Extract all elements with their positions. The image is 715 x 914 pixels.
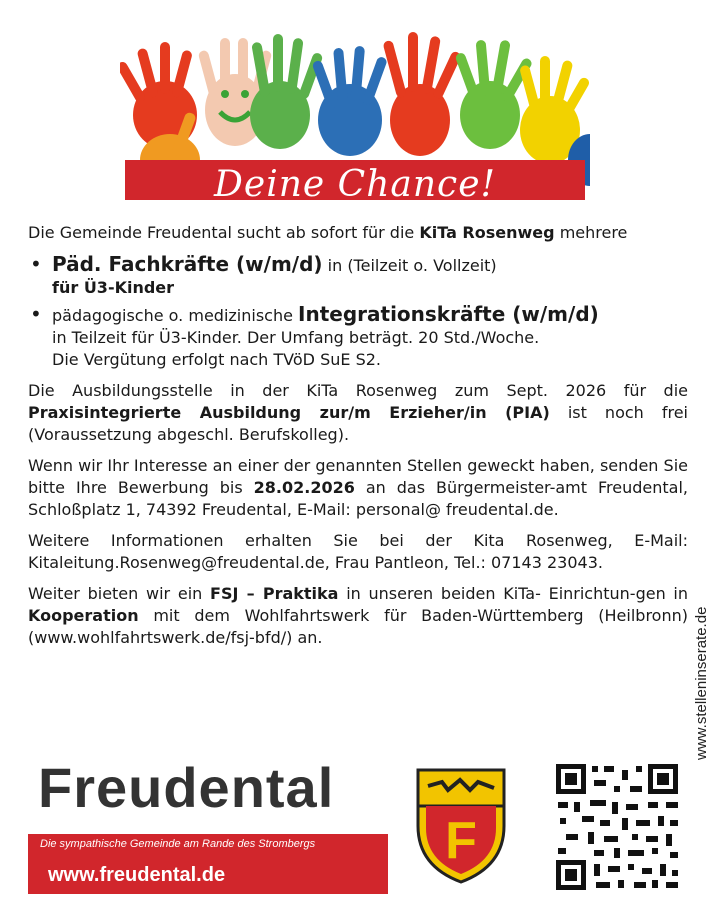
bullet-icon: •	[30, 302, 42, 326]
coat-of-arms-icon	[414, 766, 508, 886]
training-paragraph	[28, 380, 688, 446]
position-line3: Die Vergütung erfolgt nach TVöD SuE S2.	[52, 350, 381, 369]
town-tagline: Die sympathische Gemeinde am Rande des Strombergs	[40, 838, 316, 850]
fsj-middle: in unseren beiden KiTa- Einrichtun-gen in	[346, 584, 689, 603]
intro-kita: KiTa Rosenweg	[419, 223, 555, 242]
training-after: ist noch frei (Voraussetzung abgeschl. Berufskolleg).	[28, 403, 688, 444]
info-paragraph	[28, 530, 688, 574]
side-label	[693, 560, 713, 760]
position-sub: für Ü3-Kinder	[52, 278, 175, 297]
position-line2: in Teilzeit für Ü3-Kinder. Der Umfang beträgt. 20 Std./Woche.	[52, 328, 540, 347]
town-website: www.freudental.de	[48, 864, 226, 886]
fsj-cooperation: Kooperation	[28, 606, 139, 625]
apply-before: Wenn wir Ihr Interesse an einer der genannten Stellen geweckt haben, senden Sie bitte Ihre Bewerbung bis	[28, 456, 688, 497]
fsj-title: FSJ – Praktika	[210, 584, 339, 603]
crest-letter: F	[445, 812, 477, 870]
position-detail: in (Teilzeit o. Vollzeit)	[327, 256, 497, 275]
hand-blue	[311, 46, 387, 156]
intro-line: Die Gemeinde Freudental sucht ab sofort für die	[28, 223, 415, 242]
training-before: Die Ausbildungsstelle in der KiTa Rosenweg zum Sept. 2026 für die	[28, 381, 688, 400]
fsj-before: Weiter bieten wir ein	[28, 584, 203, 603]
apply-date: 28.02.2026	[253, 478, 355, 497]
info-text: Weitere Informationen erhalten Sie bei der Kita Rosenweg, E-Mail: Kitaleitung.Rosenweg@freudental.de, Frau Pantleon, Tel.: 07143 23043.	[28, 531, 688, 572]
intro-paragraph	[28, 222, 688, 244]
side-label-text: www.stelleninserate.de	[693, 606, 710, 760]
fsj-paragraph	[28, 583, 688, 649]
hand-green	[250, 34, 324, 149]
bullet-icon: •	[30, 252, 42, 276]
banner-text: Deine Chance!	[214, 164, 496, 205]
apply-paragraph	[28, 455, 688, 521]
hero-image	[120, 20, 590, 205]
fsj-after: mit dem Wohlfahrtswerk für Baden-Württemberg (Heilbronn) (www.wohlfahrtswerk.de/fsj-bfd/) an.	[28, 606, 688, 647]
ad-body	[28, 222, 688, 658]
town-logo: Freudental	[38, 756, 335, 819]
position-title: Päd. Fachkräfte (w/m/d)	[52, 252, 323, 276]
qr-code-icon	[552, 760, 682, 894]
position-item-integration	[28, 303, 688, 371]
position-prefix: pädagogische o. medizinische	[52, 306, 293, 325]
training-title: Praxisintegrierte Ausbildung zur/m Erzieher/in (PIA)	[28, 403, 550, 422]
position-title: Integrationskräfte (w/m/d)	[298, 302, 599, 326]
apply-after: an das Bürgermeister-amt Freudental, Schloßplatz 1, 74392 Freudental, E-Mail: personal@ freudental.de.	[28, 478, 688, 519]
position-item-fachkraefte	[28, 253, 688, 299]
hand-red-2	[382, 32, 462, 156]
intro-tail: mehrere	[559, 223, 628, 242]
